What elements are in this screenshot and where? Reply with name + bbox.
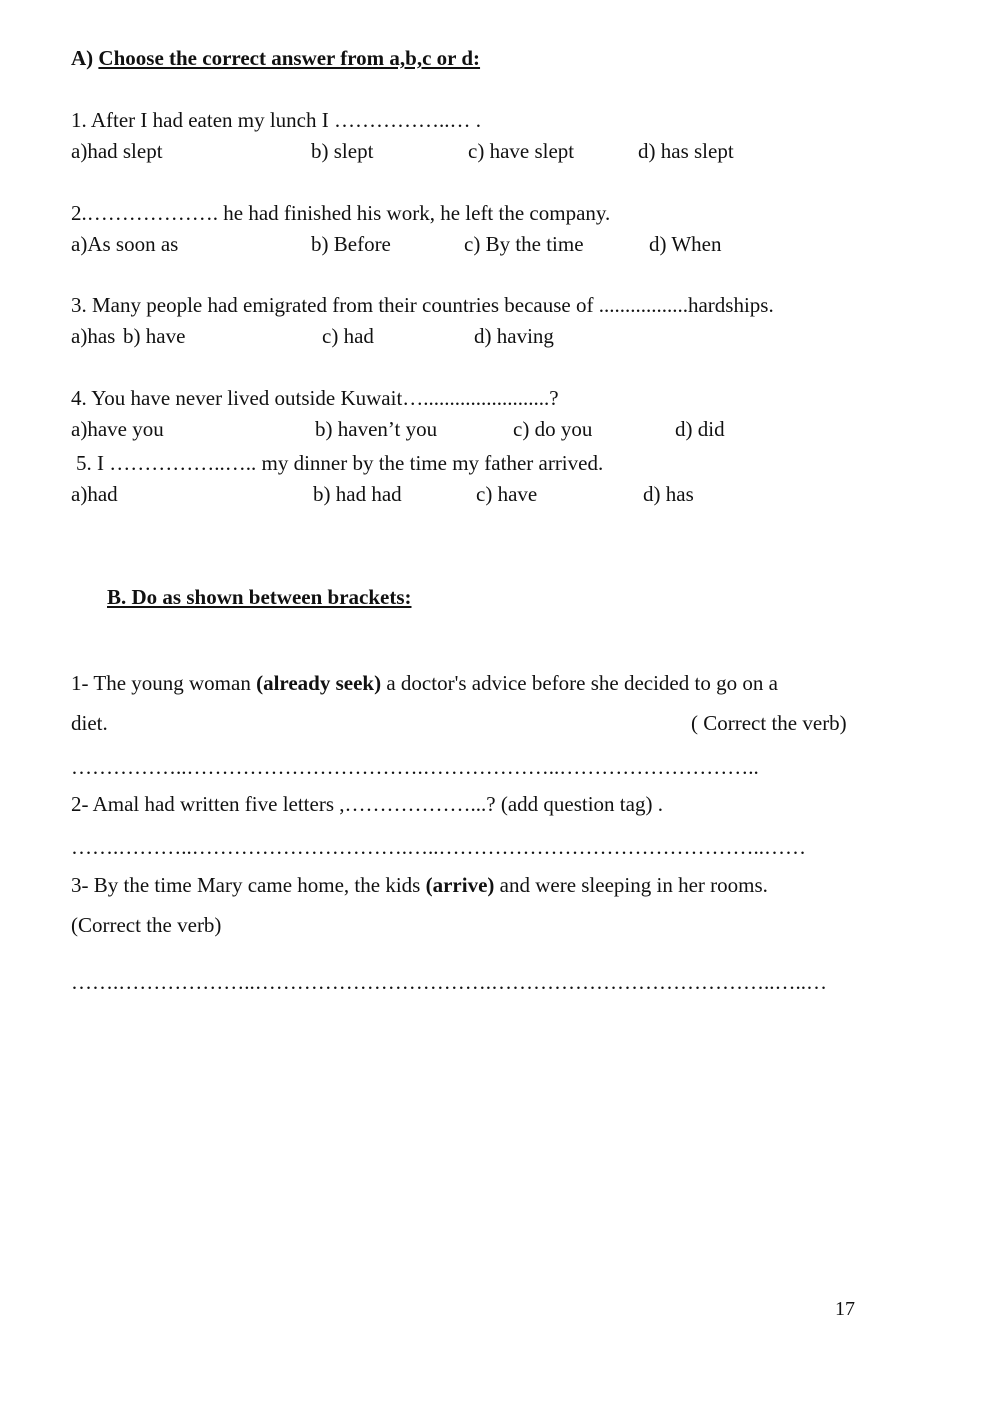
section-a-heading: [71, 46, 480, 70]
q1-option-c[interactable]: c) have slept: [468, 139, 575, 163]
q5-option-c[interactable]: c) have: [476, 482, 538, 506]
b-q1-instruction: ( Correct the verb): [691, 711, 847, 735]
b-q3-line1: [71, 873, 768, 897]
section-a-letter: A): [71, 46, 94, 70]
b-q1-bracket: (already seek): [256, 671, 382, 695]
b-q1-pre: 1- The young woman: [71, 671, 257, 695]
b-q3-bracket: (arrive): [425, 873, 495, 897]
page-number: 17: [835, 1298, 855, 1320]
q5-option-a[interactable]: a)had: [71, 482, 118, 506]
b-q2-text: 2- Amal had written five letters ,………………...? (add question tag) .: [71, 792, 663, 816]
q5-option-d[interactable]: d) has: [643, 482, 694, 506]
section-a-title: Choose the correct answer from a,b,c or d:: [98, 46, 481, 70]
section-b-title: B. Do as shown between brackets:: [107, 585, 412, 609]
b-q3-answer-line[interactable]: …….………………..…………………………….…………………………………..…..…: [71, 970, 827, 994]
q5-option-b[interactable]: b) had had: [313, 482, 402, 506]
b-q1-post: a doctor's advice before she decided to go on a: [381, 671, 778, 695]
q2-option-b[interactable]: b) Before: [311, 232, 391, 256]
q4-stem: 4. You have never lived outside Kuwait…........................?: [71, 386, 559, 410]
q1-option-a[interactable]: a)had slept: [71, 139, 163, 163]
b-q1-line1: [71, 671, 778, 695]
q3-stem: 3. Many people had emigrated from their countries because of .................hardships.: [71, 293, 774, 317]
b-q2-answer-line[interactable]: …….………..………………………….…..………………………………………..……: [71, 835, 806, 859]
q2-option-d[interactable]: d) When: [649, 232, 722, 256]
q3-option-a[interactable]: a)has: [71, 324, 116, 348]
q4-option-c[interactable]: c) do you: [513, 417, 593, 441]
q2-stem: 2.………………. he had finished his work, he left the company.: [71, 201, 611, 225]
b-q3-post: and were sleeping in her rooms.: [494, 873, 768, 897]
q2-option-a[interactable]: a)As soon as: [71, 232, 179, 256]
q5-stem: 5. I ……………..….. my dinner by the time my father arrived.: [76, 451, 604, 475]
q3-option-b[interactable]: b) have: [123, 324, 186, 348]
q1-stem: 1. After I had eaten my lunch I ……………..… .: [71, 108, 481, 132]
b-q1-answer-line[interactable]: ……………..…………………………….………………..………………………..: [71, 755, 759, 779]
q4-option-a[interactable]: a)have you: [71, 417, 164, 441]
q3-option-d[interactable]: d) having: [474, 324, 554, 348]
q4-option-d[interactable]: d) did: [675, 417, 725, 441]
q3-option-c[interactable]: c) had: [322, 324, 374, 348]
q2-option-c[interactable]: c) By the time: [464, 232, 584, 256]
q1-option-d[interactable]: d) has slept: [638, 139, 734, 163]
b-q3-pre: 3- By the time Mary came home, the kids: [71, 873, 426, 897]
b-q3-line2: (Correct the verb): [71, 913, 222, 937]
b-q1-line2: diet.: [71, 711, 108, 735]
q1-option-b[interactable]: b) slept: [311, 139, 374, 163]
q4-option-b[interactable]: b) haven’t you: [315, 417, 438, 441]
